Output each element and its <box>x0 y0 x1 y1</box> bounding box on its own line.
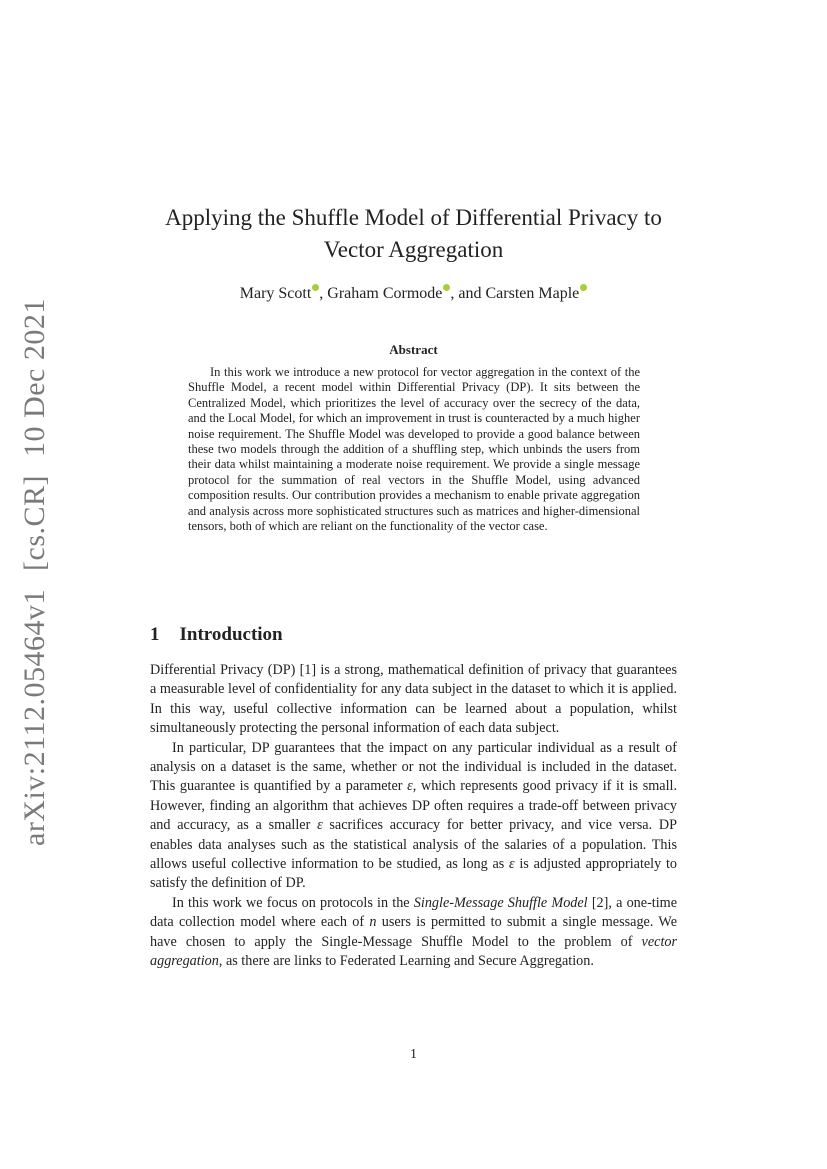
intro-paragraph-2 <box>150 739 677 894</box>
orcid-icon[interactable] <box>580 284 587 291</box>
intro-paragraph-1: Differential Privacy (DP) [1] is a strong, mathematical definition of privacy that guarantees a measurable level of confidentiality for any data subject in the dataset to which it is applied. In this way, useful collective information can be learned about a population, whilst simultaneously protecting the personal information of each data subject. <box>150 662 677 737</box>
author-name: Mary Scott <box>239 285 312 302</box>
text-span: is adjusted appropriately to satisfy the definition of DP. <box>150 856 677 892</box>
title-line-1: Applying the Shuffle Model of Differential Privacy to <box>165 205 662 230</box>
text-span: , as there are links to Federated Learning and Secure Aggregation. <box>218 953 594 970</box>
abstract-heading: Abstract <box>389 342 438 357</box>
author-separator: , <box>319 285 328 302</box>
page-number: 1 <box>410 1047 417 1062</box>
section-heading <box>150 624 283 646</box>
text-span: [2], a one-time data collection model where each of <box>150 894 678 931</box>
section-title: Introduction <box>179 624 283 645</box>
arxiv-identifier-stamp <box>18 298 52 846</box>
text-span: , which represents good privacy if it is small. However, finding an algorithm that achieves DP often requires a trade-off between privacy and accuracy, as a smaller <box>150 778 677 834</box>
arxiv-id: arXiv:2112.05464v1 <box>18 588 51 846</box>
section-number: 1 <box>150 624 160 645</box>
arxiv-date: 10 Dec 2021 <box>18 298 51 457</box>
title-line-2: Vector Aggregation <box>323 237 504 262</box>
intro-paragraph-3 <box>150 894 677 972</box>
author-list <box>120 284 707 303</box>
author-separator: , and <box>450 285 486 302</box>
arxiv-category: [cs.CR] <box>18 474 51 571</box>
author-name: Graham Cormode <box>327 285 443 302</box>
epsilon-symbol: ε <box>509 856 515 873</box>
text-span: In particular, DP guarantees that the impact on any particular individual as a result of analysis on a dataset is the same, whether or not the individual is included in the dataset. This guarantee is quantified by a parameter <box>150 739 677 795</box>
paper-title <box>120 202 707 266</box>
epsilon-symbol: ε <box>407 778 413 795</box>
author-name: Carsten Maple <box>485 285 580 302</box>
introduction-body <box>150 661 677 972</box>
text-span: users is permitted to submit a single message. We have chosen to apply the Single-Message Shuffle Model to the problem of <box>150 914 677 950</box>
epsilon-symbol: ε <box>317 817 323 834</box>
text-span: sacrifices accuracy for better privacy, and vice versa. DP enables data analyses such as the statistical analysis of the salaries of a population. This allows useful collective information to be studied, as long as <box>150 817 677 873</box>
emphasis-term: Single-Message Shuffle Model <box>413 894 588 911</box>
text-span: In this work we focus on protocols in the <box>172 894 414 911</box>
abstract-body: In this work we introduce a new protocol for vector aggregation in the context of the Shuffle Model, a recent model within Differential Privacy (DP). It sits between the Centralized Model, which prioritizes the level of accuracy over the secrecy of the data, and the Local Model, for which an improvement in trust is counteracted by a much higher noise requirement. The Shuffle Model was developed to provide a good balance between these two models through the addition of a shuffling step, which unbinds the users from their data whilst maintaining a moderate noise requirement. We provide a single message protocol for the summation of real vectors in the Shuffle Model, using advanced composition results. Our contribution provides a mechanism to enable private aggregation and analysis across more sophisticated structures such as matrices and higher-dimensional tensors, both of which are reliant on the functionality of the vector case. <box>188 365 640 534</box>
variable-n: n <box>369 914 377 931</box>
emphasis-term: vector aggregation <box>150 933 677 970</box>
